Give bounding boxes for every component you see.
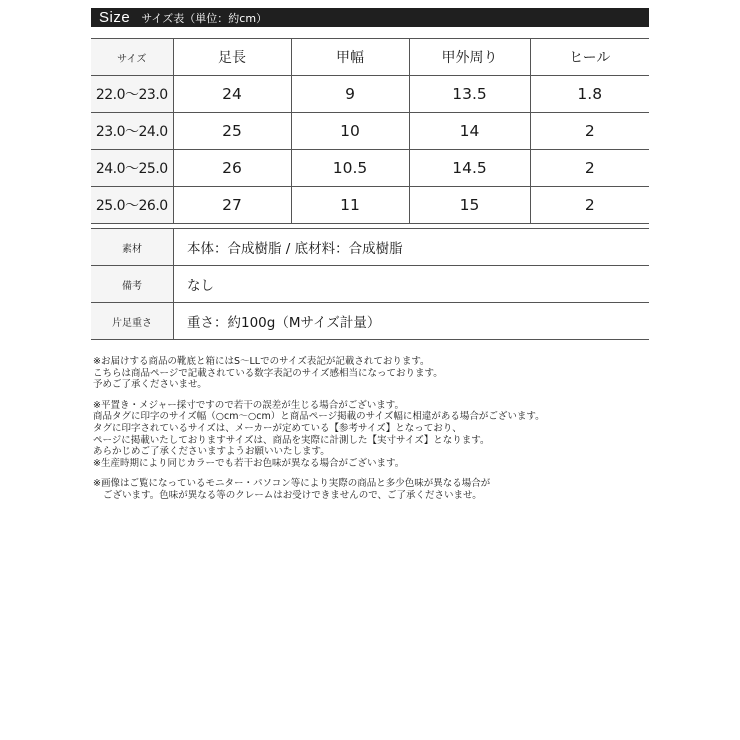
column-header-foot-length: 足長 [173, 39, 291, 76]
table-cell: 25 [173, 113, 291, 150]
table-row [91, 113, 649, 150]
info-value: 本体：合成樹脂 / 底材料：合成樹脂 [174, 229, 650, 266]
info-value: なし [174, 266, 650, 303]
table-cell: 27 [173, 187, 291, 224]
info-value: 重さ：約100g（Mサイズ計量） [174, 303, 650, 340]
table-row [91, 187, 649, 224]
table-cell: 24 [173, 76, 291, 113]
table-cell: 1.8 [530, 76, 649, 113]
table-cell: 2 [530, 150, 649, 187]
column-header-heel: ヒール [530, 39, 649, 76]
table-cell: 11 [291, 187, 409, 224]
table-cell: 9 [291, 76, 409, 113]
table-cell: 2 [530, 113, 649, 150]
table-cell: 26 [173, 150, 291, 187]
info-label: 片足重さ [91, 303, 174, 340]
table-cell: 10 [291, 113, 409, 150]
row-size-label: 23.0〜24.0 [91, 113, 173, 150]
table-cell: 2 [530, 187, 649, 224]
note-line: タグに印字されているサイズは、メーカーが定めている【参考サイズ】となっており、 [93, 422, 462, 434]
table-row [91, 150, 649, 187]
info-row-remarks [91, 266, 649, 303]
note-line: あらかじめご了承くださいますようお願いいたします。 [93, 446, 330, 458]
table-cell: 14 [409, 113, 530, 150]
note-line: ※画像はご覧になっているモニター・パソコン等により実際の商品と多少色味が異なる場合が [93, 478, 491, 490]
note-block [93, 478, 653, 501]
size-title: Size [99, 9, 131, 26]
notes-section [93, 356, 653, 511]
table-cell: 13.5 [409, 76, 530, 113]
table-cell: 15 [409, 187, 530, 224]
note-line: ※お届けする商品の靴底と箱にはS〜LLでのサイズ表記が記載されております。 [93, 356, 430, 367]
row-size-label: 24.0〜25.0 [91, 150, 173, 187]
info-row-weight [91, 303, 649, 340]
row-size-label: 22.0〜23.0 [91, 76, 173, 113]
note-line: ございます。色味が異なる等のクレームはお受けできませんので、ご了承くださいませ。 [103, 489, 482, 501]
table-cell: 14.5 [409, 150, 530, 187]
column-header-foot-width: 甲幅 [291, 39, 409, 76]
size-header-bar [91, 8, 649, 27]
note-block [93, 356, 653, 391]
size-table-header-row [91, 39, 649, 76]
note-line: ページに掲載いたしておりますサイズは、商品を実際に計測した【実寸サイズ】となります。 [93, 434, 490, 446]
note-line: 商品タグに印字のサイズ幅（○cm〜○cm）と商品ページ掲載のサイズ幅に相違がある場合がございます。 [93, 411, 545, 423]
column-header-size: サイズ [91, 39, 173, 76]
row-size-label: 25.0〜26.0 [91, 187, 173, 224]
table-cell: 10.5 [291, 150, 409, 187]
note-block [93, 400, 653, 470]
note-line: ※平置き・メジャー採寸ですので若干の誤差が生じる場合がございます。 [93, 399, 405, 411]
note-line: こちらは商品ページで記載されている数字表記のサイズ感相当になっております。 [93, 367, 443, 379]
size-subtitle: サイズ表（単位：約cm） [141, 11, 268, 25]
product-info-table [91, 228, 649, 340]
table-row [91, 76, 649, 113]
column-header-instep-circumference: 甲外周り [409, 39, 530, 76]
note-line: ※生産時期により同じカラーでも若干お色味が異なる場合がございます。 [93, 457, 405, 469]
info-row-material [91, 229, 649, 266]
info-label: 備考 [91, 266, 174, 303]
note-line: 予めご了承くださいませ。 [93, 379, 207, 391]
size-table [91, 38, 649, 224]
info-label: 素材 [91, 229, 174, 266]
